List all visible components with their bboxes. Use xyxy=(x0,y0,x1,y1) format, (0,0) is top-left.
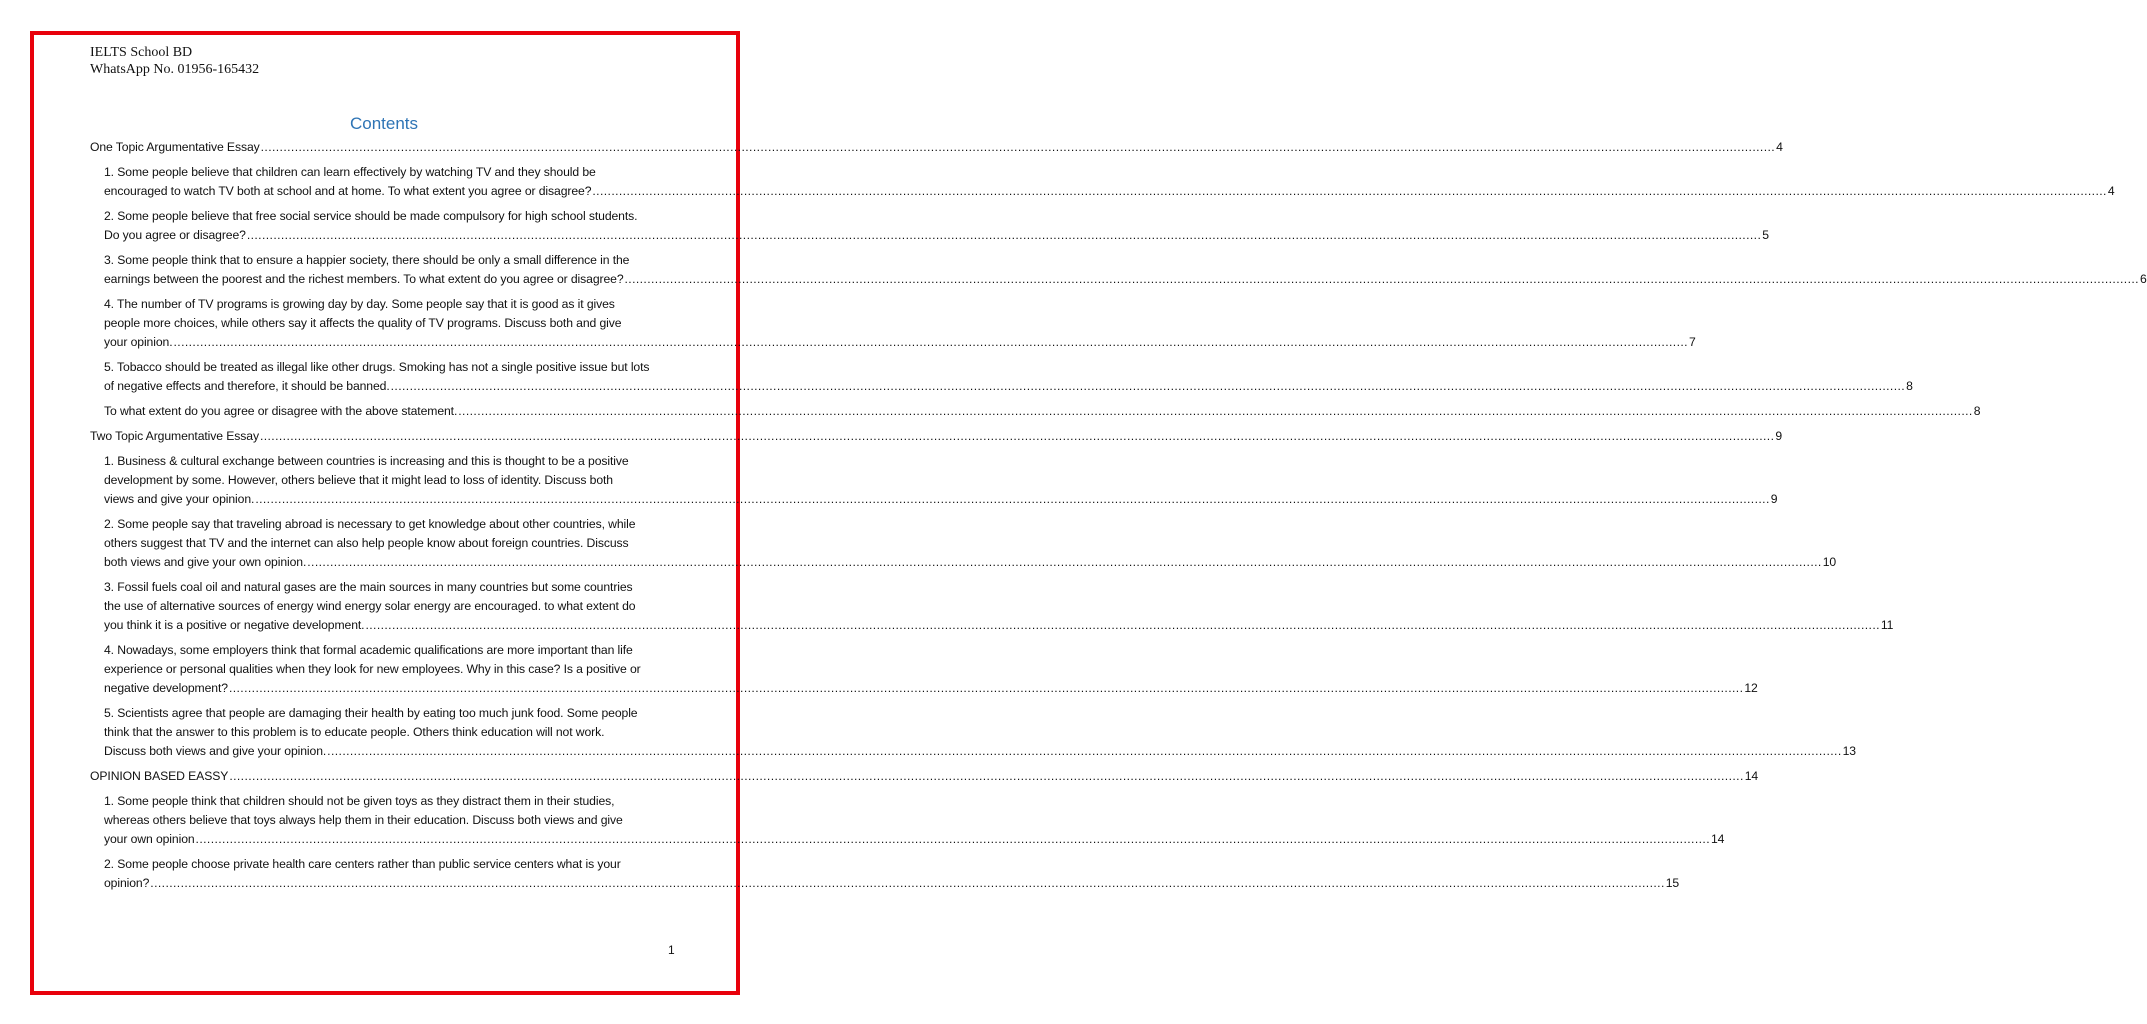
toc-entry-last-line xyxy=(104,270,2147,289)
toc-entry-line: whereas others believe that toys always help them in their education. Discuss both views and give xyxy=(104,813,623,827)
toc-entry-last-line xyxy=(104,226,1769,245)
toc-entry-line: 1. Some people believe that children can learn effectively by watching TV and they should be xyxy=(104,165,596,179)
whatsapp-number: WhatsApp No. 01956-165432 xyxy=(90,62,260,77)
toc-page-number: 9 xyxy=(1775,429,1783,443)
toc-entry[interactable] xyxy=(90,704,1856,761)
document-header xyxy=(90,44,259,78)
toc-page-number: 7 xyxy=(1688,335,1696,349)
toc-section-entry[interactable] xyxy=(90,427,1783,446)
toc-entry-line: the use of alternative sources of energy wind energy solar energy are encouraged. to what extent do xyxy=(104,599,636,613)
dot-leader: ................................................................................................................................................................................................................................................................................................................................................................................................................ xyxy=(150,876,1665,890)
toc-entry[interactable] xyxy=(90,578,1894,635)
toc-section-entry[interactable] xyxy=(90,767,1759,786)
toc-entry-text: negative development? xyxy=(104,681,228,695)
toc-entry-line: 1. Some people think that children should not be given toys as they distract them in their studies, xyxy=(104,794,615,808)
toc-entry-line: development by some. However, others believe that it might lead to loss of identity. Discuss both xyxy=(104,473,613,487)
toc-entry-text: encouraged to watch TV both at school and at home. To what extent you agree or disagree? xyxy=(104,184,592,198)
toc-entry[interactable] xyxy=(90,452,1778,509)
toc-entry[interactable] xyxy=(90,792,1725,849)
toc-entry-line: 4. The number of TV programs is growing day by day. Some people say that it is good as it gives xyxy=(104,297,615,311)
dot-leader: ................................................................................................................................................................................................................................................................................................................................................................................................................ xyxy=(246,228,1762,242)
dot-leader: ................................................................................................................................................................................................................................................................................................................................................................................................................ xyxy=(229,769,1744,783)
toc-entry-last-line xyxy=(104,553,1837,572)
toc-entry-last-line xyxy=(104,490,1778,509)
toc-entry-last-line xyxy=(90,138,1783,157)
toc-entry-line: 4. Nowadays, some employers think that formal academic qualifications are more important than life xyxy=(104,643,633,657)
toc-entry-text: Discuss both views and give your opinion. xyxy=(104,744,327,758)
toc-entry-line: 2. Some people say that traveling abroad is necessary to get knowledge about other countries, while xyxy=(104,517,636,531)
toc-entry[interactable] xyxy=(90,358,1913,396)
toc-entry-last-line xyxy=(104,182,2115,201)
toc-page-number: 5 xyxy=(1762,228,1769,242)
toc-entry-last-line xyxy=(104,402,1981,421)
toc-entry[interactable] xyxy=(90,641,1758,698)
toc-entry-last-line xyxy=(104,742,1856,761)
table-of-contents xyxy=(90,138,2147,899)
toc-entry-text: Do you agree or disagree? xyxy=(104,228,246,242)
dot-leader: ................................................................................................................................................................................................................................................................................................................................................................................................................ xyxy=(390,379,1906,393)
dot-leader: ................................................................................................................................................................................................................................................................................................................................................................................................................ xyxy=(173,335,1688,349)
toc-page-number: 14 xyxy=(1744,769,1759,783)
toc-entry[interactable] xyxy=(90,402,1981,421)
toc-entry-text: One Topic Argumentative Essay xyxy=(90,140,260,154)
toc-entry-line: 5. Tobacco should be treated as illegal like other drugs. Smoking has not a single positive issue but lots xyxy=(104,360,650,374)
toc-page-number: 11 xyxy=(1880,618,1894,632)
toc-entry-line: 2. Some people choose private health care centers rather than public service centers what is your xyxy=(104,857,621,871)
toc-page-number: 4 xyxy=(2107,184,2115,198)
toc-entry-text: both views and give your own opinion. xyxy=(104,555,307,569)
toc-entry[interactable] xyxy=(90,207,1769,245)
toc-page-number: 12 xyxy=(1744,681,1758,695)
page-number: 1 xyxy=(668,943,675,957)
toc-entry-text: OPINION BASED EASSY xyxy=(90,769,229,783)
toc-entry-line: 3. Fossil fuels coal oil and natural gases are the main sources in many countries but some countries xyxy=(104,580,633,594)
dot-leader: ................................................................................................................................................................................................................................................................................................................................................................................................................ xyxy=(624,272,2139,286)
toc-entry[interactable] xyxy=(90,855,1680,893)
school-name: IELTS School BD xyxy=(90,45,193,60)
toc-entry-text: earnings between the poorest and the richest members. To what extent do you agree or disagree? xyxy=(104,272,624,286)
toc-entry[interactable] xyxy=(90,163,2115,201)
toc-entry-line: others suggest that TV and the internet can also help people know about foreign countries. Discuss xyxy=(104,536,629,550)
dot-leader: ................................................................................................................................................................................................................................................................................................................................................................................................................ xyxy=(458,404,1973,418)
toc-entry-last-line xyxy=(104,616,1894,635)
toc-page-number: 6 xyxy=(2139,272,2147,286)
dot-leader: ................................................................................................................................................................................................................................................................................................................................................................................................................ xyxy=(255,492,1770,506)
toc-entry-line: 1. Business & cultural exchange between countries is increasing and this is thought to be a positive xyxy=(104,454,629,468)
dot-leader: ................................................................................................................................................................................................................................................................................................................................................................................................................ xyxy=(307,555,1822,569)
toc-entry[interactable] xyxy=(90,295,1696,352)
toc-entry-text: your opinion. xyxy=(104,335,173,349)
toc-entry-last-line xyxy=(104,830,1725,849)
toc-page-number: 15 xyxy=(1665,876,1680,890)
toc-page-number: 8 xyxy=(1973,404,1981,418)
toc-entry-line: 3. Some people think that to ensure a happier society, there should be only a small difference in the xyxy=(104,253,630,267)
dot-leader: ................................................................................................................................................................................................................................................................................................................................................................................................................ xyxy=(592,184,2107,198)
toc-page-number: 8 xyxy=(1906,379,1913,393)
dot-leader: ................................................................................................................................................................................................................................................................................................................................................................................................................ xyxy=(365,618,1880,632)
toc-entry-last-line xyxy=(104,874,1680,893)
toc-entry-line: people more choices, while others say it affects the quality of TV programs. Discuss both and give xyxy=(104,316,622,330)
toc-entry-line: experience or personal qualities when they look for new employees. Why in this case? Is a positive or xyxy=(104,662,641,676)
toc-entry-text: views and give your opinion. xyxy=(104,492,255,506)
toc-section-entry[interactable] xyxy=(90,138,1783,157)
toc-entry-line: 5. Scientists agree that people are damaging their health by eating too much junk food. Some people xyxy=(104,706,638,720)
toc-page-number: 4 xyxy=(1776,140,1783,154)
toc-page-number: 9 xyxy=(1770,492,1778,506)
toc-entry-line: 2. Some people believe that free social service should be made compulsory for high school students. xyxy=(104,209,638,223)
toc-entry-last-line xyxy=(104,679,1758,698)
toc-page-number: 10 xyxy=(1822,555,1837,569)
toc-entry-text: Two Topic Argumentative Essay xyxy=(90,429,259,443)
toc-entry-last-line xyxy=(104,377,1913,396)
toc-entry-text: your own opinion xyxy=(104,832,195,846)
toc-entry-text: To what extent do you agree or disagree with the above statement. xyxy=(104,404,458,418)
toc-entry-last-line xyxy=(90,767,1759,786)
contents-title: Contents xyxy=(349,114,419,133)
toc-entry-last-line xyxy=(90,427,1783,446)
toc-entry-last-line xyxy=(104,333,1696,352)
dot-leader: ................................................................................................................................................................................................................................................................................................................................................................................................................ xyxy=(259,429,1775,443)
dot-leader: ................................................................................................................................................................................................................................................................................................................................................................................................................ xyxy=(327,744,1842,758)
toc-entry-text: you think it is a positive or negative development. xyxy=(104,618,365,632)
toc-entry[interactable] xyxy=(90,515,1837,572)
dot-leader: ................................................................................................................................................................................................................................................................................................................................................................................................................ xyxy=(195,832,1710,846)
toc-page-number: 14 xyxy=(1710,832,1725,846)
toc-entry-text: of negative effects and therefore, it should be banned. xyxy=(104,379,390,393)
dot-leader: ................................................................................................................................................................................................................................................................................................................................................................................................................ xyxy=(228,681,1744,695)
dot-leader: ................................................................................................................................................................................................................................................................................................................................................................................................................ xyxy=(260,140,1776,154)
toc-entry-text: opinion? xyxy=(104,876,150,890)
toc-page-number: 13 xyxy=(1842,744,1856,758)
toc-entry-line: think that the answer to this problem is to educate people. Others think education will not work. xyxy=(104,725,605,739)
toc-entry[interactable] xyxy=(90,251,2147,289)
